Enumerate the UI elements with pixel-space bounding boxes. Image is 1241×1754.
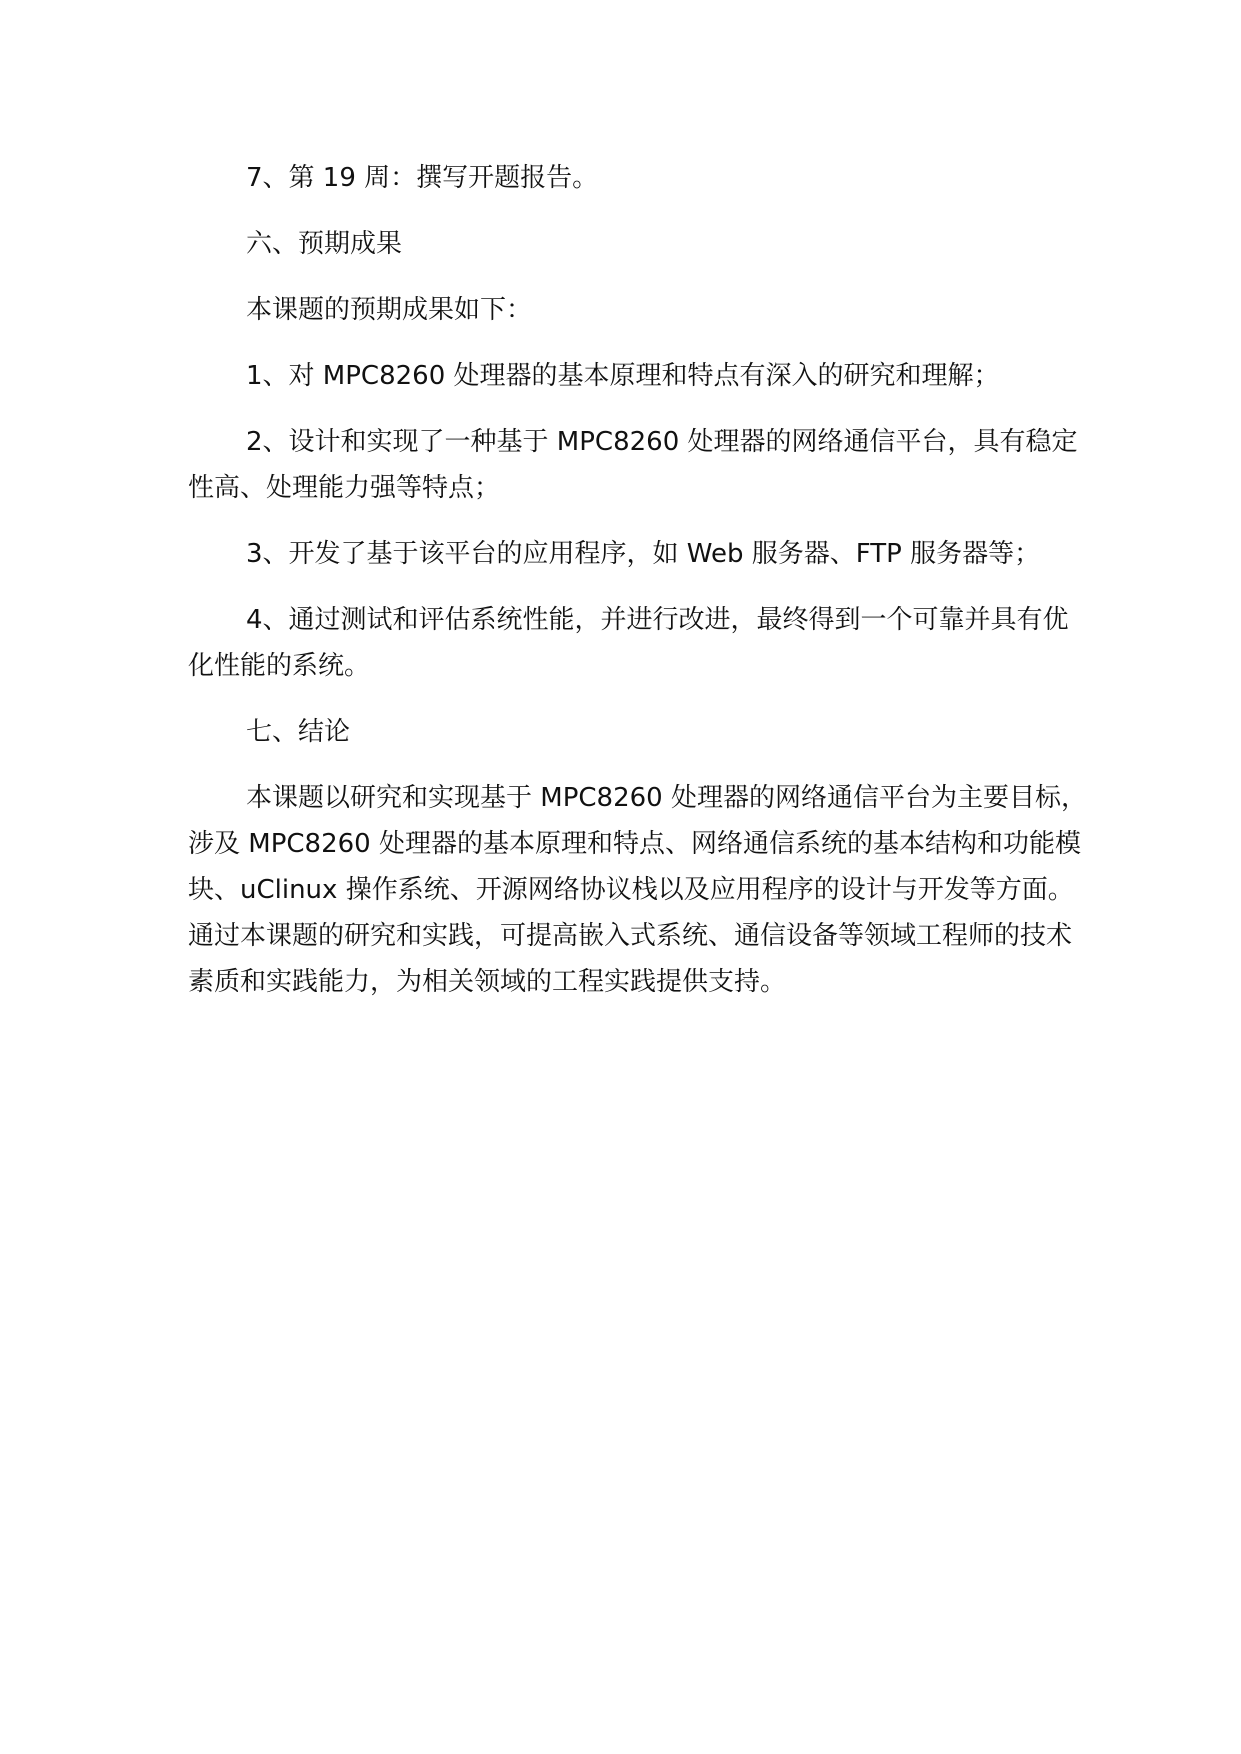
expected-result-3: 3、开发了基于该平台的应用程序，如 Web 服务器、FTP 服务器等；	[246, 539, 1041, 569]
document-body	[188, 155, 1088, 1025]
expected-results-intro: 本课题的预期成果如下：	[246, 295, 533, 325]
expected-result-1: 1、对 MPC8260 处理器的基本原理和特点有深入的研究和理解；	[246, 361, 1000, 391]
expected-result-4: 4、通过测试和评估系统性能，并进行改进，最终得到一个可靠并具有优化性能的系统。	[188, 605, 1069, 681]
section-heading-conclusion: 七、结论	[246, 717, 351, 747]
conclusion-paragraph: 本课题以研究和实现基于 MPC8260 处理器的网络通信平台为主要目标，涉及 MPC8260 处理器的基本原理和特点、网络通信系统的基本结构和功能模块、uClinux 操作系统、开源网络协议栈以及应用程序的设计与开发等方面。通过本课题的研究和实践，可提高嵌入式系统、通信设备等领域工程师的技术素质和实践能力，为相关领域的工程实践提供支持。	[188, 783, 1087, 997]
expected-result-2: 2、设计和实现了一种基于 MPC8260 处理器的网络通信平台，具有稳定性高、处理能力强等特点；	[188, 427, 1078, 503]
section-heading-expected-results: 六、预期成果	[246, 229, 403, 259]
schedule-item-7: 7、第 19 周：撰写开题报告。	[246, 163, 599, 193]
